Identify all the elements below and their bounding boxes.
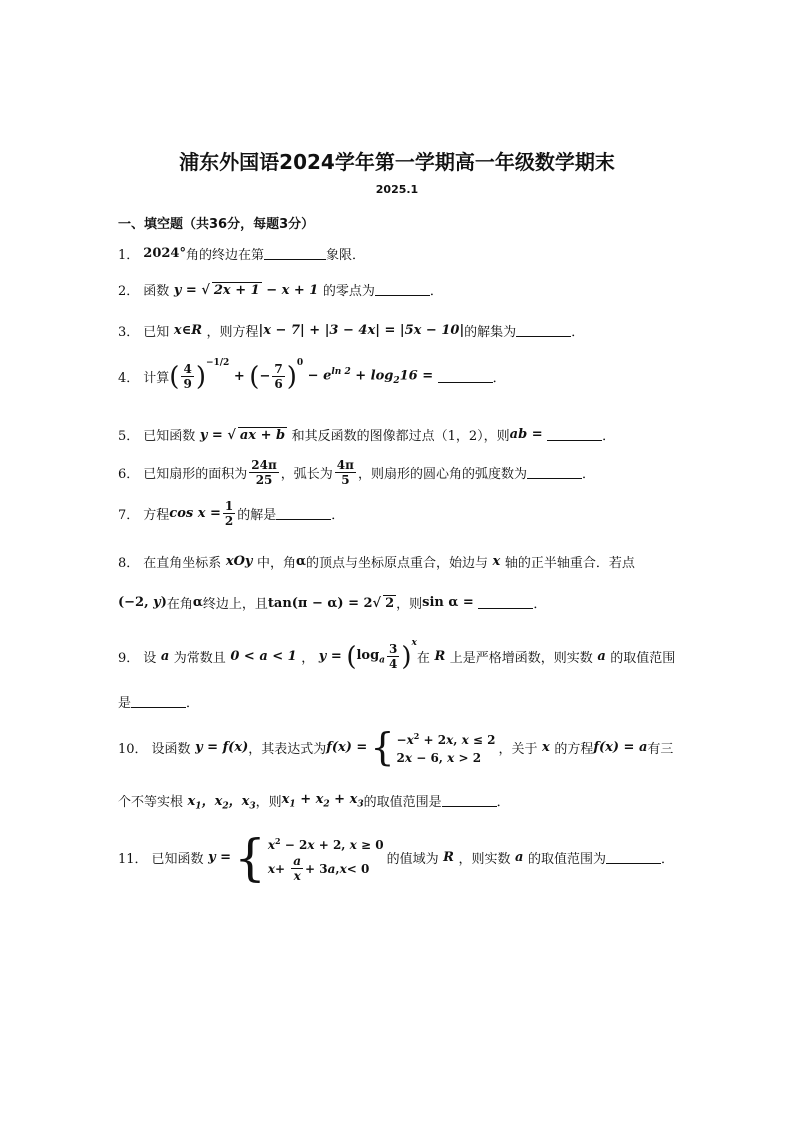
question-2: 2． 函数 y = √ 2x + 1 − x + 1 的零点为 ． (118, 282, 443, 299)
question-8-continued: (−2, y) 在角 α 终边上，且 tan(π − α) = 2√ 2 ，则 sin α = ． (118, 595, 547, 612)
question-10-continued: 个不等实根 $x_1$，$x_2$，$x_3$ ，则 $x_1 + x_2 + x_3$ 的取值范围是 ． (118, 792, 510, 812)
answer-blank[interactable] (606, 851, 661, 864)
question-5: 5． 已知函数 y = √ ax + b 和其反函数的图像都过点（1，2），则 ab = ． (118, 427, 616, 444)
question-11: 11． 已知函数 y = { $x^2 - 2x + 2$, x ≥ 0 x + $\frac{a}{x}$ + 3 a , x < 0 的值域为 R ，则实数 a 的取值范围为 ． (118, 828, 674, 887)
answer-blank[interactable] (442, 794, 497, 807)
exam-date: 2025.1 (375, 183, 419, 196)
section-heading: 一、填空题（共36分，每题3分） (118, 217, 315, 232)
answer-blank[interactable] (264, 247, 326, 260)
question-6: 6． 已知扇形的面积为 $\frac{24\pi}{25}$ ，弧长为 $\frac{4\pi}{5}$ ，则扇形的圆心角的弧度数为 ． (118, 458, 595, 487)
question-9: 9． 设 a 为常数且 0 < a < 1 ， y = ( $\log_a$ $\frac{3}{4}$ ) x 在 R 上是严格增函数，则实数 a 的取值范围 (118, 637, 676, 672)
question-9-continued: 是 ． (118, 696, 200, 711)
question-1: 1． 2024° 角的终边在第 象限． (118, 246, 365, 263)
question-8: 8． 在直角坐标系 xOy 中，角 α 的顶点与坐标原点重合，始边与 x 轴的正半轴重合．若点 (118, 554, 635, 571)
question-4: 4． 计算 ( $\frac{4}{9}$ ) −1/2 + ( − $\frac{7}{6}$ ) 0 − $e^{ln 2} + \log_216$ = ． (118, 357, 506, 392)
answer-blank[interactable] (438, 370, 493, 383)
answer-blank[interactable] (478, 596, 533, 609)
question-10: 10． 设函数 y = f(x) ，其表达式为 f(x) = { $-x^2 + 2x$, x ≤ 2 2x − 6, x > 2 ，关于 x 的方程 f(x) = a 有三 (118, 725, 674, 769)
answer-blank[interactable] (527, 466, 582, 479)
answer-blank[interactable] (516, 324, 571, 337)
answer-blank[interactable] (276, 507, 331, 520)
answer-blank[interactable] (547, 428, 602, 441)
question-3: 3． 已知 x∈R ，则方程 |x − 7| + |3 − 4x| = |5x − 10| 的解集为 ． (118, 323, 585, 340)
page-title: 浦东外国语2024学年第一学期高一年级数学期末 (179, 150, 615, 174)
answer-blank[interactable] (131, 695, 186, 708)
question-7: 7． 方程 cos x = $\frac{1}{2}$ 的解是 ． (118, 499, 345, 528)
answer-blank[interactable] (375, 283, 430, 296)
